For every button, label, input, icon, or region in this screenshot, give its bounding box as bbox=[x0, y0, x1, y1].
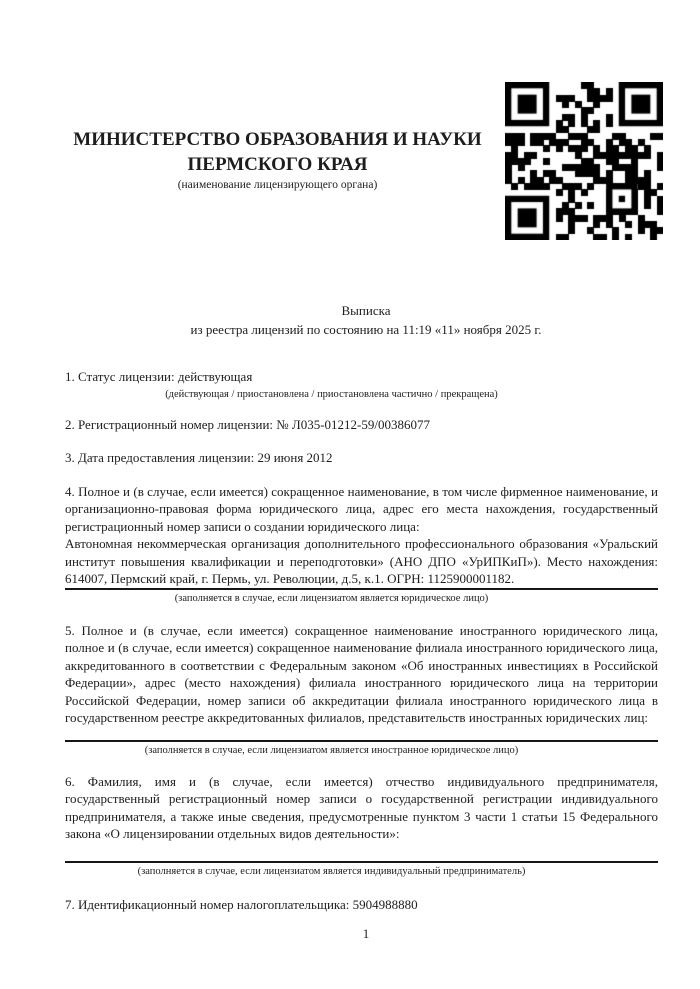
document-title bbox=[65, 302, 667, 339]
document-title-line2: из реестра лицензий по состоянию на 11:19 «11» ноября 2025 г. bbox=[190, 321, 542, 337]
foreign-entity-caption: (заполняется в случае, если лицензиатом является иностранное юридическое лицо) bbox=[144, 744, 519, 756]
entrepreneur-caption: (заполняется в случае, если лицензиатом является индивидуальный предприниматель) bbox=[137, 865, 526, 877]
legal-entity-block bbox=[65, 483, 658, 590]
legal-entity-value: Автономная некоммерческая организация дополнительного профессионального образования «Уральский институт повышения квалификации и переподготовки» (АНО ДПО «УрИПКиП»). Место нахождения: 614007, Пермский край, г. Пермь, ул. Революции, д.5, к.1. ОГРН: 1125900001182. bbox=[65, 536, 658, 586]
foreign-entity-fill-in-line bbox=[65, 740, 658, 742]
page-number: 1 bbox=[362, 926, 370, 941]
ministry-name-line1: МИНИСТЕРСТВО ОБРАЗОВАНИЯ И НАУКИ bbox=[73, 129, 482, 150]
qr-code-icon bbox=[505, 82, 663, 240]
entrepreneur-label: 6. Фамилия, имя и (в случае, если имеется) отчество индивидуального предпринимателя, государственный регистрационный номер записи о государственной регистрации индивидуального предпринимателя, а также иные сведения, предусмотренные пунктом 3 части 1 статьи 15 Федерального закона «О лицензировании отдельных видов деятельности»: bbox=[65, 773, 658, 841]
ministry-name-line2: ПЕРМСКОГО КРАЯ bbox=[187, 154, 368, 175]
legal-entity-label: 4. Полное и (в случае, если имеется) сокращенное наименование, в том числе фирменное наименование, и организационно-правовая форма юридического лица, адрес его места нахождения, государственный регистрационный номер записи о создании юридического лица: bbox=[65, 483, 658, 534]
field-taxpayer-number: 7. Идентификационный номер налогоплательщика: 5904988880 bbox=[65, 896, 418, 912]
field-registration-number: 2. Регистрационный номер лицензии: № Л035-01212-59/00386077 bbox=[65, 416, 431, 432]
field-individual-entrepreneur bbox=[65, 773, 658, 879]
field-grant-date: 3. Дата предоставления лицензии: 29 июня 2012 bbox=[65, 450, 333, 465]
field-legal-entity bbox=[65, 483, 658, 606]
license-status-text: 1. Статус лицензии: действующая bbox=[65, 369, 253, 384]
document-title-line1: Выписка bbox=[341, 303, 391, 318]
foreign-entity-label: 5. Полное и (в случае, если имеется) сокращенное наименование иностранного юридического лица, полное и (в случае, если имеется) сокращенное наименование филиала иностранного юридического лица, аккредитованного в соответствии с Федеральным законом «Об иностранных инвестициях в Российской Федерации», адрес (место нахождения) филиала иностранного юридического лица на территории Российской Федерации, номер записи об аккредитации филиала иностранного юридического лица в государственном реестре аккредитованных филиалов, представительств иностранных юридических лиц: bbox=[65, 622, 658, 725]
issuing-authority-header bbox=[65, 127, 490, 193]
entrepreneur-fill-in-line bbox=[65, 861, 658, 863]
field-foreign-entity bbox=[65, 622, 658, 758]
license-status-caption: (действующая / приостановлена / приостановлена частично / прекращена) bbox=[165, 388, 498, 400]
authority-caption: (наименование лицензирующего органа) bbox=[177, 179, 378, 191]
legal-entity-caption: (заполняется в случае, если лицензиатом является юридическое лицо) bbox=[174, 592, 489, 604]
document-body bbox=[65, 364, 658, 913]
field-license-status bbox=[65, 368, 658, 402]
